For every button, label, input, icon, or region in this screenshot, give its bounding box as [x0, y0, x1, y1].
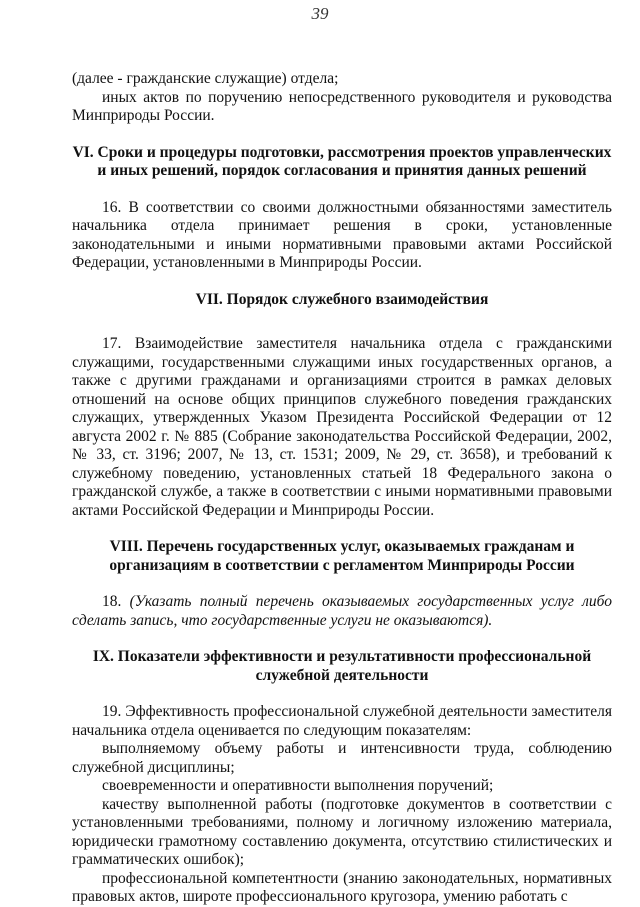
paragraph-19-item-b: своевременности и оперативности выполнения поручений;	[102, 777, 494, 794]
paragraph-18-text: (Указать полный перечень оказываемых государственных услуг либо сделать запись, что государственные услуги не оказываются).	[72, 593, 613, 629]
page-number: 39	[311, 4, 329, 23]
paragraph-19: 19. Эффективность профессиональной служебной деятельности заместителя начальника отдела оценивается по следующим показателям:	[72, 703, 612, 739]
paragraph-19-item-c: качеству выполненной работы (подготовке документов в соответствии с установленными требованиями, полному и логичному изложению материала, юридически грамотному составлению документа, отсутствию стилистических и грамматических ошибок);	[72, 795, 612, 868]
section-heading-vii: VII. Порядок служебного взаимодействия	[195, 290, 489, 308]
paragraph-18	[72, 593, 612, 630]
paragraph-intro-1: (далее - гражданские служащие) отдела;	[72, 70, 339, 87]
paragraph-19-item-a: выполняемому объему работы и интенсивности труда, соблюдению служебной дисциплины;	[72, 740, 612, 776]
section-heading-viii: VIII. Перечень государственных услуг, оказываемых гражданам и организациям в соответствии с регламентом Минприроды России	[109, 538, 575, 574]
paragraph-16: 16. В соответствии со своими должностными обязанностями заместитель начальника отдела принимает решения в сроки, установленные законодательными и иными нормативными правовыми актами Российской Федерации, установленными в Минприроды России.	[72, 198, 612, 271]
paragraph-19-item-d: профессиональной компетентности (знанию законодательных, нормативных правовых актов, широте профессионального кругозора, умению работать с	[72, 869, 612, 905]
paragraph-intro-2: иных актов по поручению непосредственного руководителя и руководства Минприроды России.	[72, 88, 612, 124]
section-heading-ix: IX. Показатели эффективности и результативности профессиональной служебной деятельности	[92, 648, 592, 684]
paragraph-18-number: 18.	[102, 593, 122, 610]
paragraph-17: 17. Взаимодействие заместителя начальника отдела с гражданскими служащими, государственными служащими иных государственных органов, а также с другими гражданами и организациями строится в рамках деловых отношений на основе общих принципов служебного поведения гражданских служащих, утвержденных Указом Президента Российской Федерации от 12 августа 2002 г. № 885 (Собрание законодательства Российской Федерации, 2002, № 33, ст. 3196; 2007, № 13, ст. 1531; 2009, № 29, ст. 3658), и требований к служебному поведению, установленных статьей 18 Федерального закона о гражданской службе, а также в соответствии с иными нормативными правовыми актами Российской Федерации и Минприроды России.	[72, 335, 612, 519]
section-heading-vi: VI. Сроки и процедуры подготовки, рассмотрения проектов управленческих и иных решений, порядок согласования и принятия данных решений	[72, 143, 612, 179]
document-body	[72, 70, 612, 907]
